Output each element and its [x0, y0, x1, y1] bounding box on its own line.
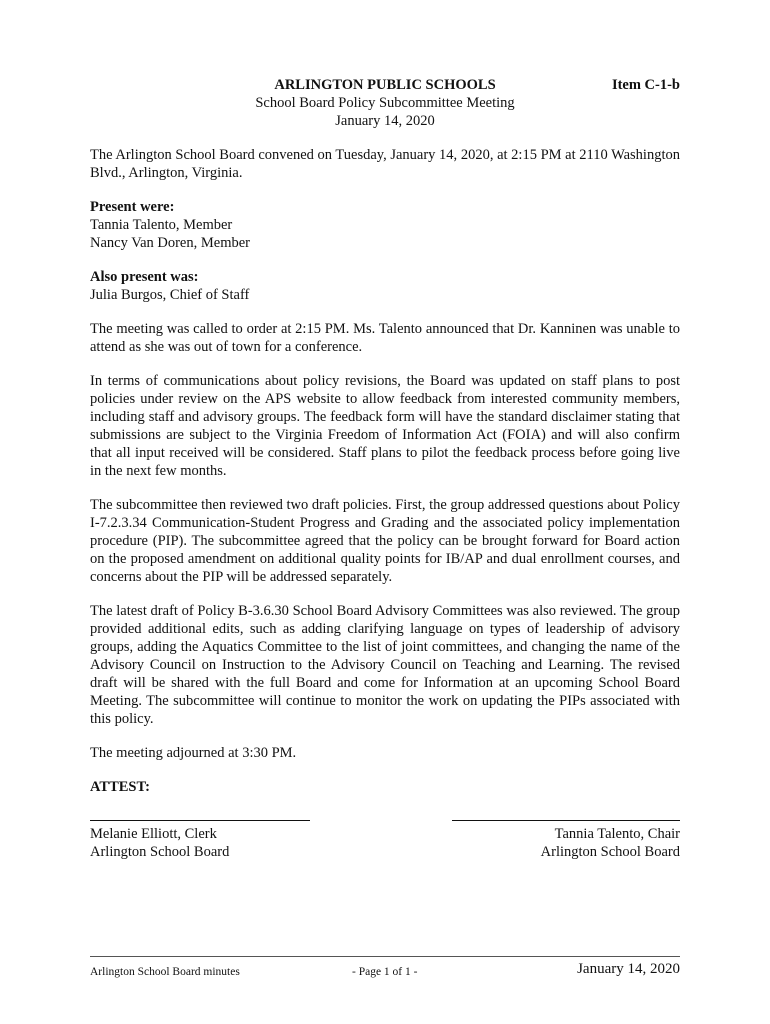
document-page: [90, 0, 680, 1024]
clerk-signature: [90, 820, 310, 861]
present-heading: Present were:: [90, 199, 175, 215]
also-present-member: Julia Burgos, Chief of Staff: [90, 287, 250, 303]
minutes-paragraph: The subcommittee then reviewed two draft policies. First, the group addressed questions about Policy I-7.2.3.34 Communication-Student Progress and Grading and the associated policy implementation procedure (PIP). The subcommittee agreed that the policy can be brought forward for Board action on the proposed amendment on additional quality points for IB/AP and dual enrollment courses, and concerns about the PIP will be addressed separately.: [90, 497, 680, 585]
organization-title: ARLINGTON PUBLIC SCHOOLS: [274, 77, 496, 93]
present-section: [90, 198, 680, 252]
signature-line: [90, 820, 310, 821]
also-present-section: [90, 268, 680, 304]
signature-line: [452, 820, 680, 821]
signature-block: [90, 820, 680, 880]
present-member: Tannia Talento, Member: [90, 217, 233, 233]
present-member: Nancy Van Doren, Member: [90, 235, 250, 251]
chair-signature: [452, 820, 680, 861]
item-number: Item C-1-b: [611, 77, 680, 93]
minutes-paragraph: The meeting was called to order at 2:15 PM. Ms. Talento announced that Dr. Kanninen was unable to attend as she was out of town for a conference.: [90, 321, 680, 355]
meeting-title: School Board Policy Subcommittee Meeting: [255, 95, 515, 111]
clerk-org: Arlington School Board: [90, 844, 230, 860]
document-header: [90, 76, 680, 130]
minutes-paragraph: The latest draft of Policy B-3.6.30 School Board Advisory Committees was also reviewed. The group provided additional edits, such as adding clarifying language on types of leadership of advisory groups, adding the Aquatics Committee to the list of joint committees, and changing the name of the Advisory Council on Instruction to the Advisory Council on Teaching and Learning. The revised draft will be shared with the full Board and come for Information at an upcoming School Board Meeting. The subcommittee will continue to monitor the work on updating the PIPs associated with this policy.: [90, 603, 680, 727]
chair-name: Tannia Talento, Chair: [554, 826, 680, 842]
also-present-heading: Also present was:: [90, 269, 199, 285]
chair-org: Arlington School Board: [540, 844, 680, 860]
document-body: [90, 146, 680, 812]
intro-paragraph: The Arlington School Board convened on Tuesday, January 14, 2020, at 2:15 PM at 2110 Washington Blvd., Arlington, Virginia.: [90, 147, 680, 181]
clerk-name: Melanie Elliott, Clerk: [90, 826, 217, 842]
page-number: - Page 1 of 1 -: [352, 966, 418, 978]
adjourned-paragraph: The meeting adjourned at 3:30 PM.: [90, 745, 297, 761]
footer-divider: [90, 956, 680, 957]
footer-document-name: Arlington School Board minutes: [90, 966, 240, 978]
attest-heading: ATTEST:: [90, 779, 150, 795]
minutes-paragraph: In terms of communications about policy revisions, the Board was updated on staff plans to post policies under review on the APS website to allow feedback from interested community members, including staff and advisory groups. The feedback form will have the standard disclaimer stating that submissions are subject to the Virginia Freedom of Information Act (FOIA) and will also confirm that all input received will be considered. Staff plans to pilot the feedback process before going live in the next few months.: [90, 373, 680, 479]
page-footer: [90, 960, 680, 980]
footer-date: January 14, 2020: [577, 961, 680, 977]
meeting-date: January 14, 2020: [335, 113, 435, 129]
